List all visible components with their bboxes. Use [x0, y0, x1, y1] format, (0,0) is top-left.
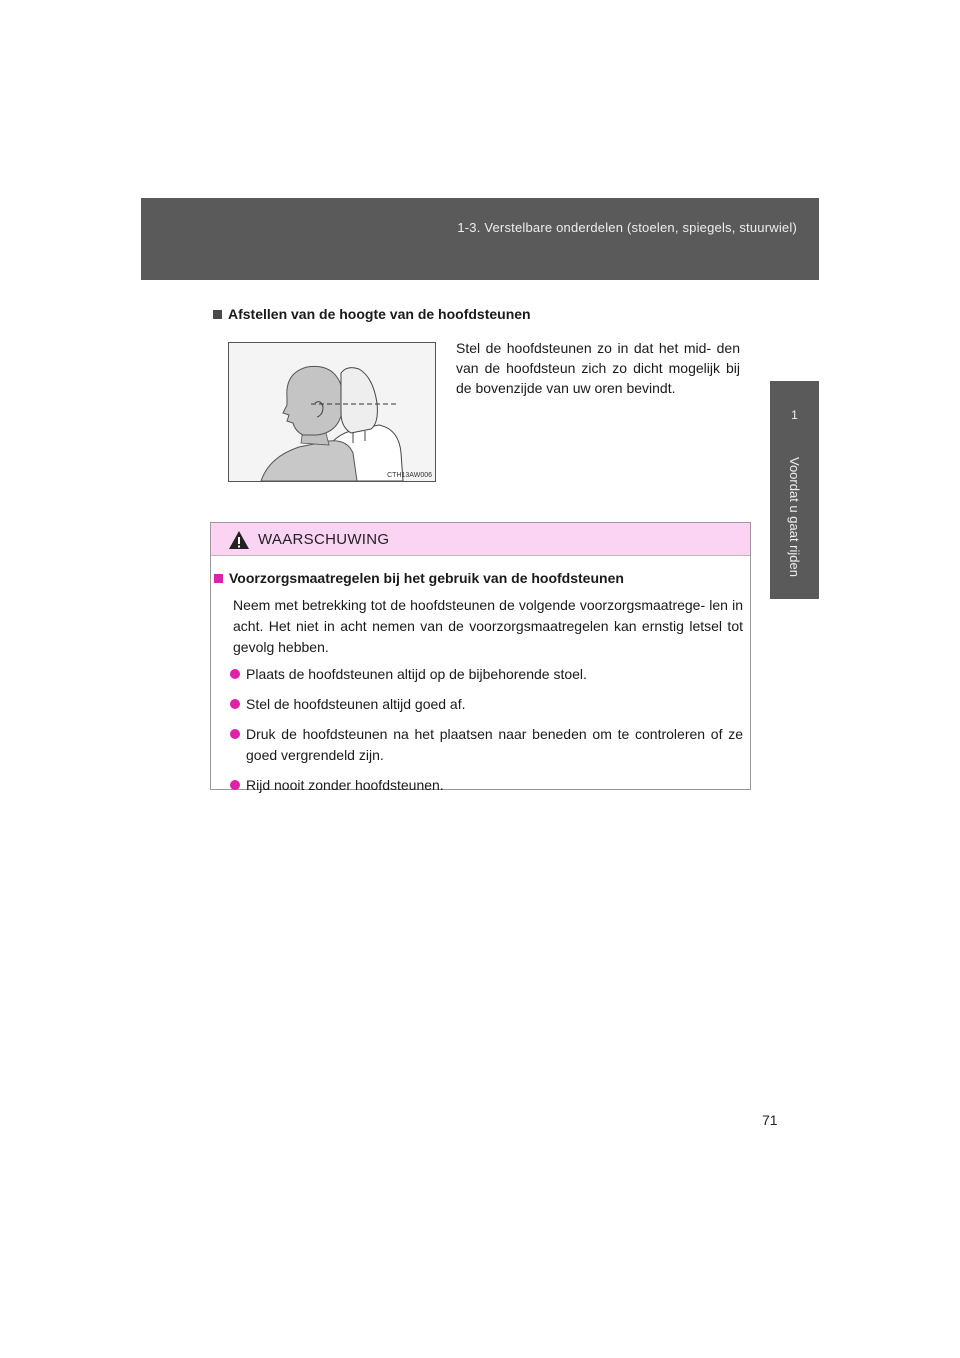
- list-item: Plaats de hoofdsteunen altijd op de bijbehorende stoel.: [230, 664, 743, 685]
- chapter-number: 1: [791, 408, 798, 422]
- section-heading: [213, 306, 531, 322]
- section-heading-text: Afstellen van de hoogte van de hoofdsteunen: [228, 306, 531, 322]
- bullet-dot-icon: [230, 699, 240, 709]
- headrest-illustration: [228, 342, 436, 482]
- warning-intro: Neem met betrekking tot de hoofdsteunen de volgende voorzorgsmaatrege- len in acht. Het niet in acht nemen van de voorzorgsmaatregelen kan ernstig letsel tot gevolg hebben.: [233, 597, 743, 655]
- figure-code: CTH13AW006: [387, 472, 432, 479]
- warning-heading-text: Voorzorgsmaatregelen bij het gebruik van de hoofdsteunen: [229, 570, 624, 586]
- bullet-dot-icon: [230, 669, 240, 679]
- warning-header: [211, 523, 750, 556]
- bullet-dot-icon: [230, 729, 240, 739]
- head-and-headrest-icon: [229, 343, 435, 481]
- chapter-header-band: [141, 198, 819, 280]
- list-item: Druk de hoofdsteunen na het plaatsen naar beneden om te controleren of ze goed vergrendeld zijn.: [230, 724, 743, 766]
- adjustment-instruction: Stel de hoofdsteunen zo in dat het mid- den van de hoofdsteun zich zo dicht mogelijk bij de bovenzijde van uw oren bevindt.: [456, 340, 740, 396]
- warning-list: [230, 664, 743, 796]
- page-number: 71: [762, 1112, 778, 1128]
- warning-title: WAARSCHUWING: [258, 531, 390, 548]
- list-item: Stel de hoofdsteunen altijd goed af.: [230, 694, 743, 715]
- chapter-number-tab: [770, 381, 819, 449]
- warning-heading: [214, 568, 743, 589]
- section-title: 1-3. Verstelbare onderdelen (stoelen, spiegels, stuurwiel): [457, 220, 797, 235]
- chapter-label-tab: [770, 449, 819, 599]
- chapter-label: Voordat u gaat rijden: [787, 457, 802, 577]
- bullet-dot-icon: [230, 780, 240, 790]
- warning-box: [210, 522, 751, 793]
- list-item: Rijd nooit zonder hoofdsteunen.: [230, 775, 743, 796]
- warning-triangle-icon: [228, 530, 250, 550]
- square-bullet-icon: [213, 310, 222, 319]
- square-bullet-icon: [214, 574, 223, 583]
- warning-body: [211, 556, 750, 796]
